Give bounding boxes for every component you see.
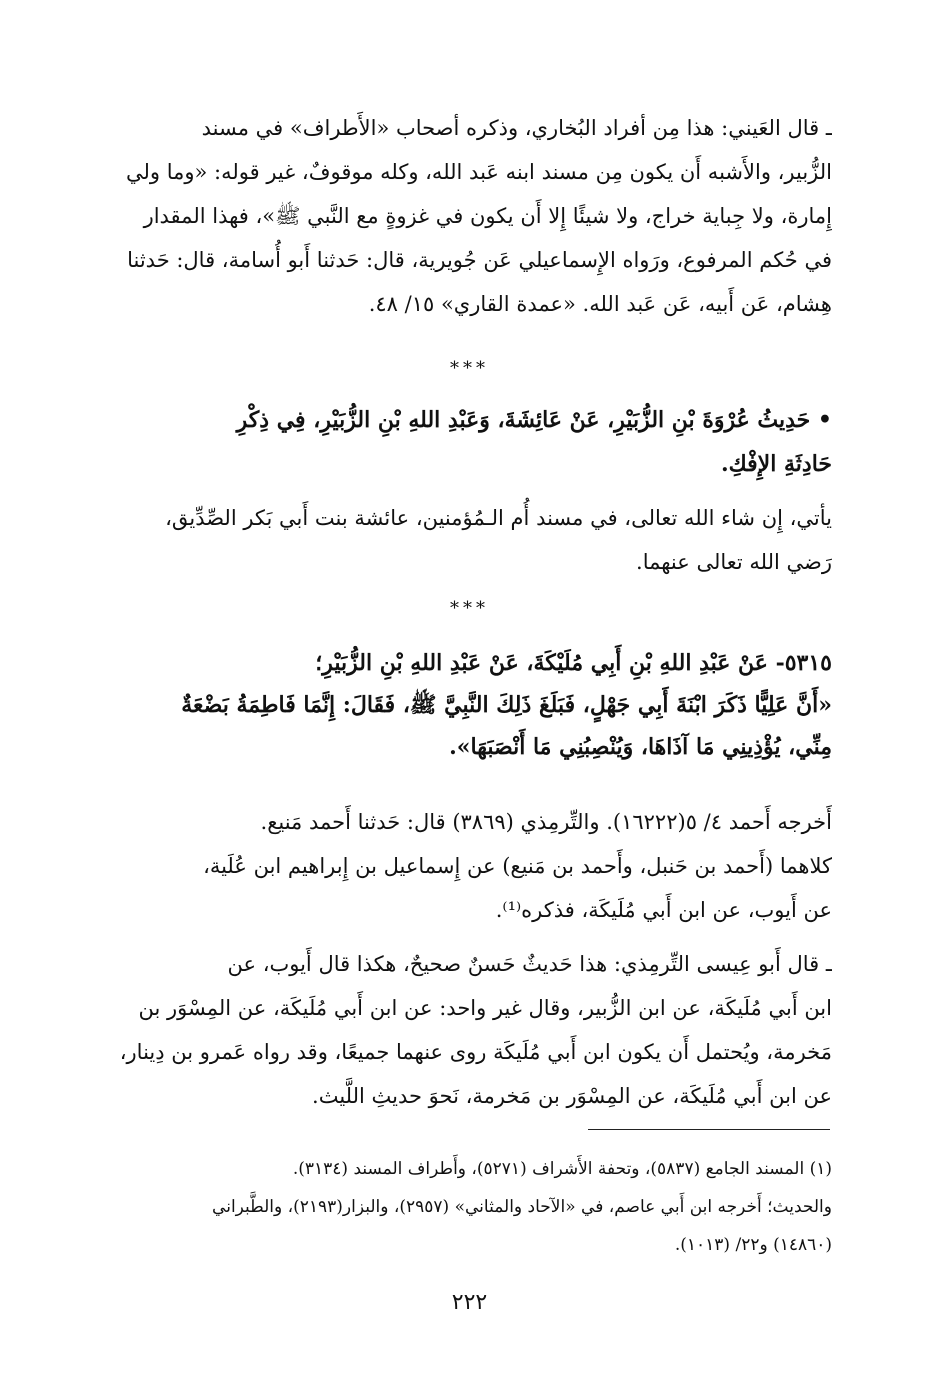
tirmidhi-commentary bbox=[112, 942, 832, 1118]
text-line: ـ قال أَبو عِيسى التِّرمِذي: هذا حَديثٌ حَسنٌ صحيحٌ، هكذا قال أَيوب، عن bbox=[227, 952, 832, 976]
text-line: عن ابن أَبي مُلَيكَة، عن المِسْوَر بن مَخرمة، نَحوَ حديثِ اللَّيث. bbox=[312, 1084, 832, 1108]
text-line: هِشام، عَن أَبيه، عَن عَبد الله. «عمدة القاري» ١٥/ ٤٨. bbox=[368, 292, 832, 316]
section-separator: *** bbox=[450, 358, 489, 379]
text-line: يأتي، إِن شاء الله تعالى، في مسند أُم الـمُؤمنين، عائشة بنت أَبي بَكر الصِّدِّيق، bbox=[165, 506, 832, 530]
text-line: في حُكم المرفوع، ورَواه الإِسماعيلي عَن جُويرية، قال: حَدثنا أَبو أُسامة، قال: حَدثنا bbox=[127, 248, 832, 272]
hadith-line: مِنِّي، يُؤْذِينِي مَا آذَاهَا، وَيُنْصِبُنِي مَا أَنْصَبَهَا». bbox=[449, 734, 832, 760]
section-heading bbox=[112, 398, 832, 486]
text-line: رَضي الله تعالى عنهما. bbox=[636, 550, 832, 574]
heading-line: حَادِثَةِ الإِفْكِ. bbox=[720, 451, 832, 477]
text-line: مَخرمة، ويُحتمل أَن يكون ابن أَبي مُلَيكَة روى عنهما جميعًا، وقد رواه عَمرو بن دِينار، bbox=[119, 1040, 832, 1064]
cross-reference bbox=[112, 496, 832, 584]
hadith-line: «أَنَّ عَلِيًّا ذَكَرَ ابْنَةَ أَبِي جَهْلٍ، فَبَلَغَ ذَلِكَ النَّبِيَّ ﷺ، فَقَالَ: إِنَّمَا فَاطِمَةُ بَضْعَةٌ bbox=[181, 692, 832, 718]
takhrij-block bbox=[112, 800, 832, 932]
footnote-line: (١) المسند الجامع (٥٨٣٧)، وتحفة الأَشراف (٥٢٧١)، وأَطراف المسند (٣١٣٤). bbox=[292, 1159, 832, 1179]
text-line: أَخرجه أَحمد ٤/ ٥(١٦٢٢٢). والتِّرمِذي (٣٨٦٩) قال: حَدثنا أَحمد مَنيع. bbox=[260, 810, 832, 834]
footnote-line: (١٤٨٦٠) و٢٢/ (١٠١٣). bbox=[674, 1235, 832, 1255]
page-number: ٢٢٢ bbox=[451, 1290, 488, 1315]
footnote-divider bbox=[588, 1129, 830, 1130]
text-line: كلاهما (أَحمد بن حَنبل، وأَحمد بن مَنيع) عن إِسماعيل بن إِبراهيم ابن عُلَية، bbox=[203, 854, 832, 878]
text-line: ـ قال العَيني: هذا مِن أفراد البُخاري، وذكره أصحاب «الأَطراف» في مسند bbox=[201, 116, 832, 140]
hadith-line: ٥٣١٥- عَنْ عَبْدِ اللهِ بْنِ أَبِي مُلَيْكَةَ، عَنْ عَبْدِ اللهِ بْنِ الزُّبَيْرِ؛ bbox=[315, 650, 832, 676]
text-line: عن أَيوب، عن ابن أَبي مُلَيكَة، فذكره⁽¹⁾. bbox=[495, 898, 832, 922]
section-separator: *** bbox=[450, 598, 489, 619]
hadith-text bbox=[112, 642, 832, 768]
text-line: الزُّبير، والأَشبه أَن يكون مِن مسند ابنه عَبد الله، وكله موقوفٌ، غير قوله: «وما ولي bbox=[126, 160, 832, 184]
heading-line: • حَدِيثُ عُرْوَةَ بْنِ الزُّبَيْرِ، عَنْ عَائِشَةَ، وَعَبْدِ اللهِ بْنِ الزُّبَيْرِ، فِي ذِكْرِ bbox=[236, 407, 832, 433]
footnote-line: والحديث؛ أَخرجه ابن أَبي عاصم، في «الآحاد والمثاني» (٢٩٥٧)، والبزار(٢١٩٣)، والطَّبراني bbox=[212, 1197, 832, 1217]
text-line: إِمارة، ولا جِباية خراج، ولا شيئًا إِلا أَن يكون في غزوةٍ مع النَّبي ﷺ»، فهذا المقدار bbox=[143, 204, 832, 228]
text-line: ابن أَبي مُلَيكَة، عن ابن الزُّبير، وقال غير واحد: عن ابن أَبي مُلَيكَة، عن المِسْوَر بن bbox=[138, 996, 832, 1020]
commentary-block-aini bbox=[112, 106, 832, 326]
footnotes bbox=[112, 1150, 832, 1264]
